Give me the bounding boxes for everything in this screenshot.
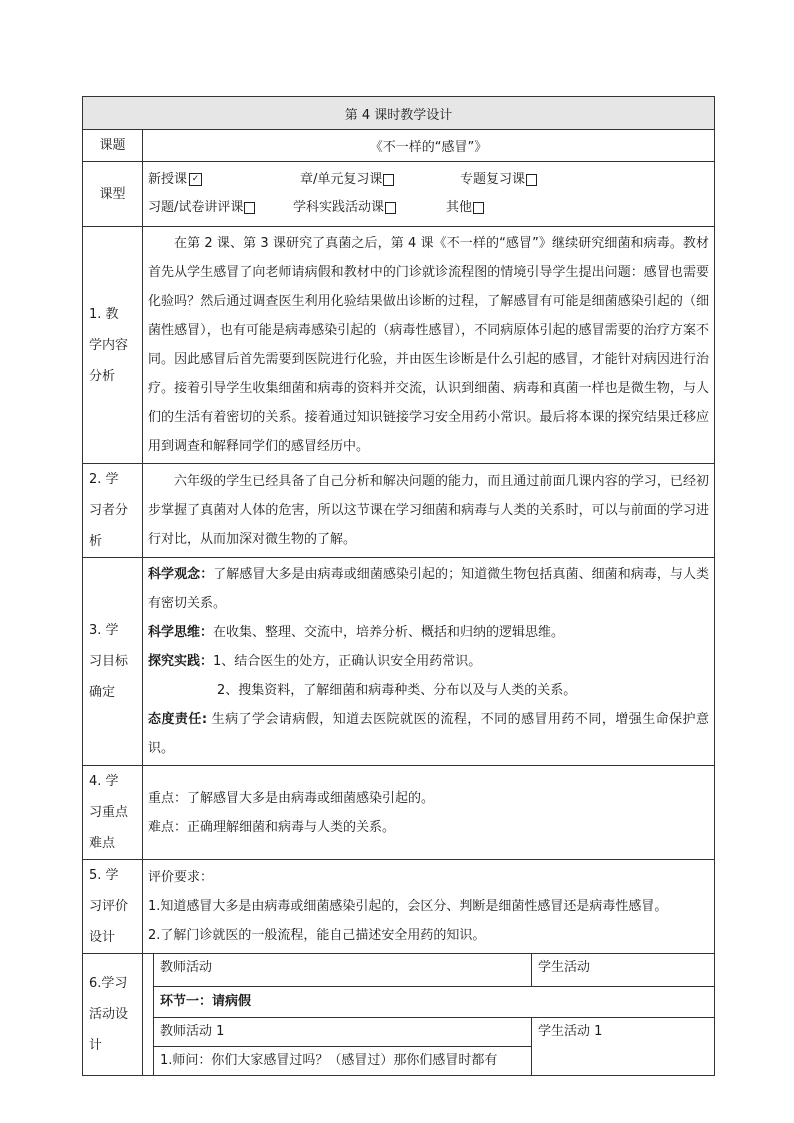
evaluation-item-1: 1.知道感冒大多是由病毒或细菌感染引起的，会区分、判断是细菌性感冒还是病毒性感冒。 <box>148 899 668 914</box>
evaluation-label-line-1: 5. 学 <box>89 868 119 883</box>
topic-value: 《不一样的“感冒”》 <box>143 130 715 162</box>
goal-attitude <box>148 705 709 763</box>
learner-label <box>83 464 143 558</box>
checkbox-icon <box>244 202 255 214</box>
keypoints-row <box>83 766 715 860</box>
activities-table <box>153 954 714 1075</box>
keypoints-content <box>143 766 715 860</box>
type-option-exercise-label: 习题/试卷讲评课 <box>148 200 244 215</box>
type-option-new-label: 新授课 <box>148 172 188 187</box>
key-point: 重点：了解感冒大多是由病毒或细菌感染引起的。 <box>148 790 435 806</box>
type-option-topic-review <box>460 166 537 194</box>
goal-practice-label: 探究实践： <box>148 654 214 669</box>
learner-label-line-1: 2. 学 <box>89 472 119 487</box>
type-option-unit-review-label: 章/单元复习课 <box>300 172 383 187</box>
evaluation-item-2: 2.了解门诊就医的一般流程，能自己描述安全用药的知识。 <box>148 928 486 943</box>
analysis-row <box>83 227 715 464</box>
type-options-line-2 <box>148 194 709 222</box>
evaluation-label <box>83 860 143 954</box>
goals-row <box>83 558 715 766</box>
type-option-practice-label: 学科实践活动课 <box>293 200 385 215</box>
goal-practice-text-1: 1、结合医生的处方，正确认识安全用药常识。 <box>213 654 482 669</box>
goal-practice-2: 2、搜集资料，了解细菌和病毒种类、分布以及与人类的关系。 <box>217 683 577 698</box>
goal-attitude-label: 态度责任: <box>148 712 208 727</box>
goals-label <box>83 558 143 766</box>
activities-label-line-2: 活动设 <box>89 1007 129 1022</box>
lesson-plan-sheet <box>82 96 714 1076</box>
difficult-point: 难点：正确理解细菌和病毒与人类的关系。 <box>148 819 396 835</box>
learner-row <box>83 464 715 558</box>
student-activity-1: 学生活动 1 <box>532 1018 715 1076</box>
title-row <box>83 97 715 130</box>
analysis-label <box>83 227 143 464</box>
lesson-plan-table <box>82 96 715 1076</box>
activities-label <box>83 954 143 1076</box>
activities-row <box>83 954 715 1076</box>
goals-label-line-2: 习目标 <box>89 654 129 669</box>
checkbox-icon <box>526 174 537 186</box>
goal-concept-text: 了解感冒大多是由病毒或细菌感染引起的；知道微生物包括真菌、细菌和病毒，与人类有密切关系。 <box>148 567 709 611</box>
section-1-title: 环节一：请病假 <box>154 987 715 1018</box>
type-option-exercise <box>148 194 293 222</box>
topic-label: 课题 <box>83 130 143 162</box>
goals-label-line-3: 确定 <box>89 685 116 700</box>
goal-thinking-label: 科学思维： <box>148 625 214 640</box>
activities-content <box>143 954 715 1076</box>
goal-thinking-text: 在收集、整理、交流中，培养分析、概括和归纳的逻辑思维。 <box>213 625 565 640</box>
student-activity-header: 学生活动 <box>532 954 715 987</box>
analysis-label-line-2: 学内容 <box>89 337 129 353</box>
type-option-unit-review <box>300 166 460 194</box>
section-1-row <box>154 987 715 1018</box>
keypoints-label <box>83 766 143 860</box>
goal-concept-label: 科学观念： <box>148 567 214 582</box>
type-option-practice <box>293 194 446 222</box>
goals-content <box>143 558 715 766</box>
teacher-activity-header: 教师活动 <box>154 954 532 987</box>
checkbox-icon <box>385 202 396 214</box>
analysis-label-line-3: 分析 <box>89 368 116 384</box>
checkbox-icon <box>383 174 394 186</box>
activities-label-line-1: 6.学习 <box>89 976 128 991</box>
activities-header-row <box>154 954 715 987</box>
analysis-label-line-1: 1. 教 <box>89 306 119 322</box>
type-options <box>143 162 715 227</box>
checked-box-icon: ✓ <box>189 173 202 186</box>
teacher-activity-1-text: 1.师问：你们大家感冒过吗？（感冒过）那你们感冒时都有 <box>160 1053 498 1068</box>
goal-thinking <box>148 618 709 647</box>
type-option-other <box>446 194 484 222</box>
learner-text: 六年级的学生已经具备了自己分析和解决问题的能力，而且通过前面几课内容的学习，已经初步掌握了真菌对人体的危害，所以这节课在学习细菌和病毒与人类的关系时，可以与前面的学习进行对比，从而加深对微生物的了解。 <box>143 464 715 558</box>
goal-practice <box>148 647 709 676</box>
analysis-text: 在第 2 课、第 3 课研究了真菌之后，第 4 课《不一样的“感冒”》继续研究细菌和病毒。教材首先从学生感冒了向老师请病假和教材中的门诊就诊流程图的情境引导学生提出问题：感冒也需要化验吗？然后通过调查医生利用化验结果做出诊断的过程，了解感冒有可能是细菌感染引起的（细菌性感冒），也有可能是病毒感染引起的（病毒性感冒），不同病原体引起的感冒需要的治疗方案不同。因此感冒后首先需要到医院进行化验，并由医生诊断是什么引起的感冒，才能针对病因进行治疗。接着引导学生收集细菌和病毒的资料并交流，认识到细菌、病毒和真菌一样也是微生物，与人们的生活有着密切的关系。接着通过知识链接学习安全用药小常识。最后将本课的探究结果迁移应用到调查和解释同学们的感冒经历中。 <box>143 227 715 464</box>
learner-label-line-3: 析 <box>89 534 103 549</box>
type-row <box>83 162 715 227</box>
keypoints-label-line-1: 4. 学 <box>89 774 119 789</box>
keypoints-label-line-3: 难点 <box>89 836 116 851</box>
evaluation-content <box>143 860 715 954</box>
topic-row <box>83 130 715 162</box>
doc-title: 第 4 课时教学设计 <box>83 97 715 130</box>
type-options-line-1 <box>148 166 709 194</box>
goals-label-line-1: 3. 学 <box>89 623 119 638</box>
type-option-other-label: 其他 <box>446 200 473 215</box>
activities-label-line-3: 计 <box>89 1038 103 1053</box>
evaluation-heading: 评价要求： <box>148 870 214 885</box>
activity-1-row <box>154 1018 715 1076</box>
evaluation-label-line-2: 习评价 <box>89 899 129 914</box>
learner-label-line-2: 习者分 <box>89 503 129 518</box>
checkbox-icon <box>473 202 484 214</box>
teacher-activity-1 <box>154 1018 532 1076</box>
evaluation-label-line-3: 设计 <box>89 930 116 945</box>
type-label: 课型 <box>83 162 143 227</box>
goal-attitude-text: 生病了学会请病假，知道去医院就医的流程，不同的感冒用药不同，增强生命保护意识。 <box>148 712 710 756</box>
evaluation-row <box>83 860 715 954</box>
type-option-new <box>148 166 300 194</box>
teacher-activity-1-title: 教师活动 1 <box>154 1018 531 1047</box>
keypoints-label-line-2: 习重点 <box>89 805 129 820</box>
type-option-topic-review-label: 专题复习课 <box>460 172 526 187</box>
goal-concept <box>148 560 709 618</box>
